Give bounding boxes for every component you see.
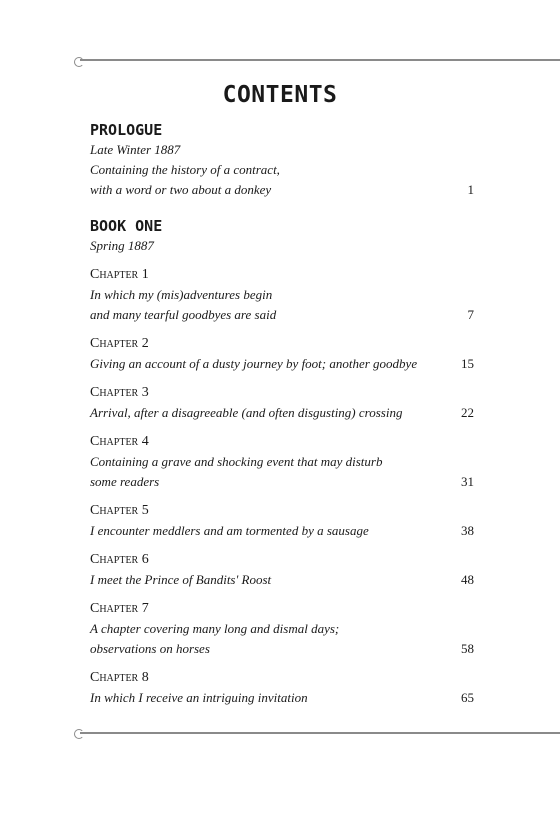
chapter-entry (90, 599, 474, 659)
prologue-heading: PROLOGUE (90, 121, 163, 139)
prologue-line-2 (90, 180, 474, 200)
chapter-entry (90, 265, 474, 325)
chapter-page-number: 31 (461, 474, 474, 489)
chapter-description-line (90, 521, 474, 541)
chapter-description-text: Containing a grave and shocking event that may disturb (90, 454, 383, 469)
chapter-description-line (90, 285, 474, 305)
chapter-label: Chapter 4 (90, 434, 149, 449)
chapter-label: Chapter 1 (90, 267, 149, 282)
chapter-label: Chapter 8 (90, 670, 149, 685)
chapter-description-line (90, 639, 474, 659)
chapter-description-text: I encounter meddlers and am tormented by a sausage (90, 523, 369, 538)
chapter-label: Chapter 3 (90, 385, 149, 400)
chapter-entry (90, 334, 474, 374)
table-of-contents (90, 120, 474, 708)
chapter-description-text: Giving an account of a dusty journey by foot; another goodbye (90, 356, 418, 371)
prologue-entry (90, 120, 474, 200)
chapter-description-text: some readers (90, 474, 160, 489)
prologue-page-number: 1 (467, 182, 474, 197)
bottom-rule (80, 732, 560, 734)
top-rule (80, 59, 560, 61)
chapter-entry (90, 668, 474, 708)
chapter-description-text: Arrival, after a disagreeable (and often disgusting) crossing (90, 405, 403, 420)
chapter-description-text: In which my (mis)adventures begin (90, 287, 273, 302)
chapter-description-line (90, 452, 474, 472)
chapter-label: Chapter 7 (90, 601, 149, 616)
chapter-page-number: 48 (461, 572, 474, 587)
chapter-description-line (90, 403, 474, 423)
chapter-description-line (90, 472, 474, 492)
chapter-page-number: 58 (461, 641, 474, 656)
book-one-heading: BOOK ONE (90, 217, 163, 235)
chapter-description-text: observations on horses (90, 641, 210, 656)
chapter-entry (90, 432, 474, 492)
chapter-description-line (90, 354, 474, 374)
chapter-page-number: 22 (461, 405, 474, 420)
chapter-description-line (90, 570, 474, 590)
prologue-subtitle: Late Winter 1887 (90, 142, 181, 157)
chapter-description-text: I meet the Prince of Bandits' Roost (90, 572, 272, 587)
chapter-description-line (90, 619, 474, 639)
page-title: CONTENTS (222, 82, 338, 108)
chapter-list (90, 265, 474, 708)
chapter-description-line (90, 305, 474, 325)
chapter-entry (90, 550, 474, 590)
chapter-entry (90, 383, 474, 423)
prologue-description: with a word or two about a donkey (90, 182, 272, 197)
chapter-description-line (90, 688, 474, 708)
chapter-entry (90, 501, 474, 541)
top-flourish-icon (74, 57, 84, 67)
chapter-description-text: and many tearful goodbyes are said (90, 307, 277, 322)
book-one-entry (90, 216, 474, 256)
chapter-page-number: 38 (461, 523, 474, 538)
chapter-page-number: 15 (461, 356, 474, 371)
book-one-subtitle: Spring 1887 (90, 238, 154, 253)
chapter-page-number: 7 (467, 307, 474, 322)
chapter-page-number: 65 (461, 690, 474, 705)
chapter-description-text: In which I receive an intriguing invitation (90, 690, 308, 705)
chapter-label: Chapter 5 (90, 503, 149, 518)
chapter-description-text: A chapter covering many long and dismal days; (90, 621, 340, 636)
prologue-line-1: Containing the history of a contract, (90, 162, 280, 177)
chapter-label: Chapter 6 (90, 552, 149, 567)
chapter-label: Chapter 2 (90, 336, 149, 351)
bottom-flourish-icon (74, 729, 84, 739)
